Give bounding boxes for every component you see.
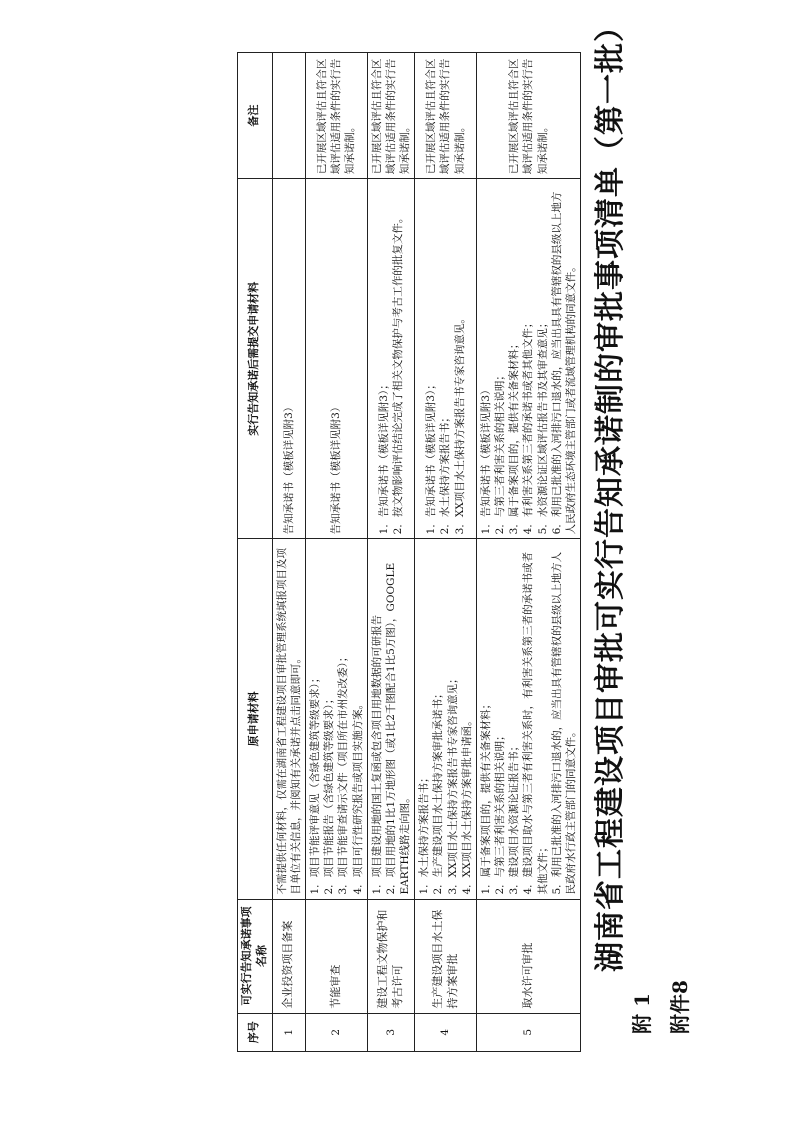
material-line: 4．项目可行性研究报告或项目实施方案。 [351,698,364,895]
material-line: 1．告知承诺书（模板详见附3）； [425,379,438,535]
original-materials [367,539,415,899]
material-line: 不需提供任何材料，仅需在湖南省工程建设项目审批管理系统填报项目及项目单位有关信息，并阅知有关承诺并点击同意即可。 [275,548,302,895]
material-line: 4．建设项目取水与第三者有利害关系时，有利害关系第三者的承诺书或者其他文件； [522,551,549,895]
column-header-remarks: 备注 [238,53,273,179]
column-header-original-materials: 原申请材料 [238,539,273,899]
material-line: 3．属于备案项目的，提供有关备案材料； [508,338,521,535]
material-line: 2．与第三者利害关系的相关说明； [494,730,507,895]
table-row [306,53,368,1052]
material-line: 告知承诺书（模板详见附3） [330,401,343,535]
row-number: 5 [476,1013,580,1051]
material-line: 3．XX项目水土保持方案报告书专家咨询意见。 [453,313,466,535]
material-line: 1．属于备案项目的，提供有关备案材料； [479,698,492,895]
item-name: 节能审查 [306,899,368,1013]
row-number: 4 [415,1013,477,1051]
material-line: 2．生产建设项目水土保持方案审批承诺书； [432,688,445,895]
material-line: 1．项目节能评审意见（含绿色建筑等级要求）； [309,672,322,895]
material-line: 4．XX项目水土保持方案审批申请函。 [460,715,473,895]
row-number: 3 [367,1013,415,1051]
table-row [415,53,477,1052]
material-line: 1．水土保持方案报告书； [418,772,431,895]
original-materials [272,539,305,899]
sub-label: 附 1 [630,993,654,1034]
item-name: 企业投资项目备案 [272,899,305,1013]
required-materials [272,179,305,539]
approval-items-table [237,52,581,1052]
table-header-row [238,53,273,1052]
remarks [272,53,305,179]
table-row [367,53,415,1052]
material-line: 4．有利害关系第三者的承诺书或者其他文件； [522,317,535,535]
required-materials [367,179,415,539]
material-line: 1．项目建设用地的国土复函或包含项目用地数据的可研报告 [370,614,383,895]
item-name: 取水许可审批 [476,899,580,1013]
original-materials [415,539,477,899]
remarks: 已开展区域评估且符合区域评估适用条件的实行告知承诺制。 [476,53,580,179]
material-line: 1．告知承诺书（模板详见附3） [479,384,492,535]
item-name: 生产建设项目水土保持方案审批 [415,899,477,1013]
remarks: 已开展区域评估且符合区域评估适用条件的实行告知承诺制。 [415,53,477,179]
page-title: 湖南省工程建设项目审批可实行告知承诺制的审批事项清单（第一批） [593,11,628,972]
original-materials [306,539,368,899]
remarks: 已开展区域评估且符合区域评估适用条件的实行告知承诺制。 [306,53,368,179]
material-line: 5．水资源论证区域评估报告书及其审查意见； [536,317,549,535]
material-line: 1．告知承诺书（模板详见附3）； [377,379,390,535]
attachment-label: 附件8 [668,980,692,1034]
item-name: 建设工程文物保护和考古许可 [367,899,415,1013]
material-line: 2．项目用地的1比1万地形图（或1比2千图配合1比5万图），GOOGLE EARTH线路走向图。 [384,562,412,895]
column-header-number: 序号 [238,1013,273,1051]
material-line: 5．利用已批准的入河排污口退水的，应当出具有管辖权的县级以上地方人民政府水行政主管部门的同意文件。 [550,551,577,895]
required-materials [476,179,580,539]
column-header-required-materials: 实行告知承诺后需提交申请材料 [238,179,273,539]
row-number: 1 [272,1013,305,1051]
material-line: 3．建设项目水资源论证报告书； [508,740,521,895]
table-row [476,53,580,1052]
material-line: 6．利用已批准的入河排污口退水的，应当出具具有管辖权的县级以上地方人民政府生态环境主管部门或者流域管理机构的同意文件。 [550,191,577,535]
material-line: 2．与第三者利害关系的相关说明； [494,370,507,535]
material-line: 2．项目节能报告（含绿色建筑等级要求）； [323,693,336,895]
required-materials [306,179,368,539]
row-number: 2 [306,1013,368,1051]
table-row [272,53,305,1052]
remarks: 已开展区域评估且符合区域评估适用条件的实行告知承诺制。 [367,53,415,179]
material-line: 2．按文物影响评估结论完成了相关文物保护与考古工作的批复文件。 [391,212,404,535]
column-header-item-name: 可实行告知承诺事项名称 [238,899,273,1013]
original-materials [476,539,580,899]
material-line: 3．项目节能审查请示文件（项目所在市州发改委）； [337,651,350,895]
material-line: 告知承诺书（模板详见附3） [282,401,295,535]
table-body [272,53,580,1052]
material-line: 3．XX项目水土保持方案报告书专家咨询意见； [446,673,459,895]
required-materials [415,179,477,539]
material-line: 2．水土保持方案报告书； [439,412,452,535]
